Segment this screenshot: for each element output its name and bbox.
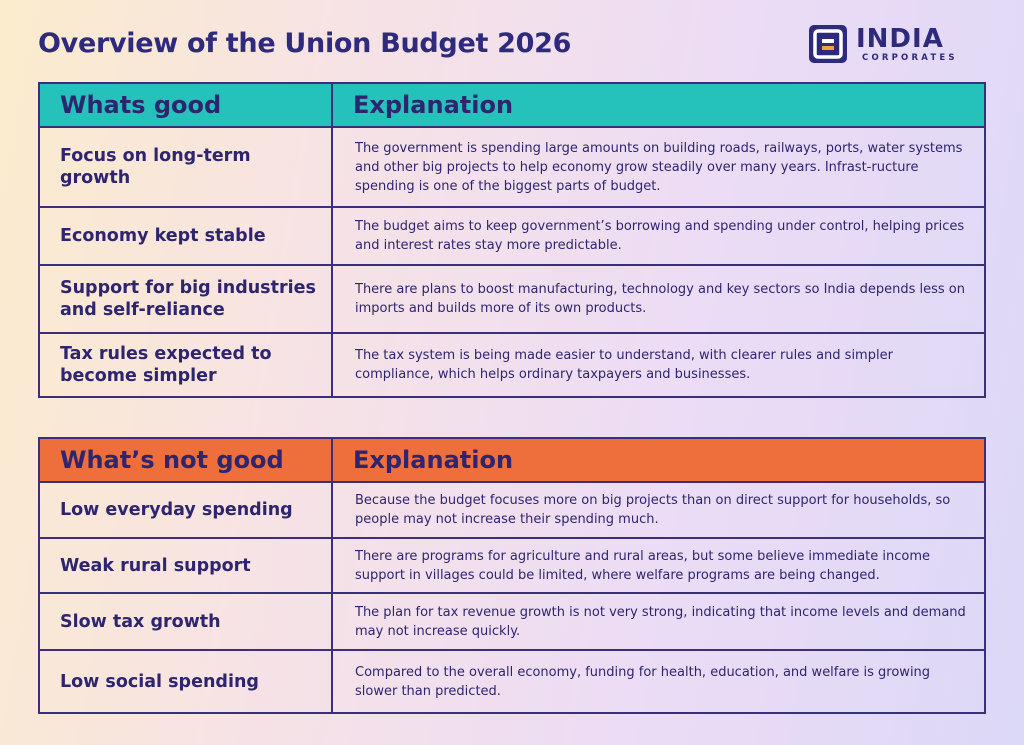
row-item: Low everyday spending — [39, 482, 332, 538]
table-header-row — [39, 83, 985, 127]
table-row — [39, 538, 985, 593]
row-item: Tax rules expected to become simpler — [39, 333, 332, 397]
row-item: Weak rural support — [39, 538, 332, 593]
whats-not-good-table — [38, 437, 986, 714]
logo-text: INDIA — [856, 24, 944, 54]
table-row — [39, 333, 985, 397]
row-item: Economy kept stable — [39, 207, 332, 265]
row-explanation: The plan for tax revenue growth is not very strong, indicating that income levels and demand may not increase quickly. — [332, 593, 985, 650]
row-explanation: There are plans to boost manufacturing, technology and key sectors so India depends less on imports and builds more of its own products. — [332, 265, 985, 333]
table-row — [39, 127, 985, 207]
table-row — [39, 650, 985, 713]
row-explanation: The budget aims to keep government’s borrowing and spending under control, helping prices and interest rates stay more predictable. — [332, 207, 985, 265]
table-header-row — [39, 438, 985, 482]
header-explanation: Explanation — [332, 438, 985, 482]
logo-mark-icon — [808, 24, 848, 64]
header-whats-good: Whats good — [39, 83, 332, 127]
row-explanation: Compared to the overall economy, funding for health, education, and welfare is growing slower than predicted. — [332, 650, 985, 713]
row-item: Low social spending — [39, 650, 332, 713]
table-row — [39, 482, 985, 538]
whats-good-table — [38, 82, 986, 398]
row-explanation: Because the budget focuses more on big projects than on direct support for households, so people may not increase their spending much. — [332, 482, 985, 538]
row-item: Slow tax growth — [39, 593, 332, 650]
row-item: Focus on long-term growth — [39, 127, 332, 207]
header-explanation: Explanation — [332, 83, 985, 127]
row-explanation: The government is spending large amounts on building roads, railways, ports, water systems and other big projects to help economy grow steadily over many years. Infrast-ructure spending is one of the biggest parts of budget. — [332, 127, 985, 207]
india-corporates-logo — [808, 24, 978, 66]
table-row — [39, 265, 985, 333]
row-item: Support for big industries and self-reliance — [39, 265, 332, 333]
header-whats-not-good: What’s not good — [39, 438, 332, 482]
page-title: Overview of the Union Budget 2026 — [38, 28, 572, 59]
logo-subtext: CORPORATES — [862, 53, 958, 63]
table-row — [39, 207, 985, 265]
table-row — [39, 593, 985, 650]
row-explanation: There are programs for agriculture and rural areas, but some believe immediate income support in villages could be limited, where welfare programs are being changed. — [332, 538, 985, 593]
row-explanation: The tax system is being made easier to understand, with clearer rules and simpler compliance, which helps ordinary taxpayers and businesses. — [332, 333, 985, 397]
